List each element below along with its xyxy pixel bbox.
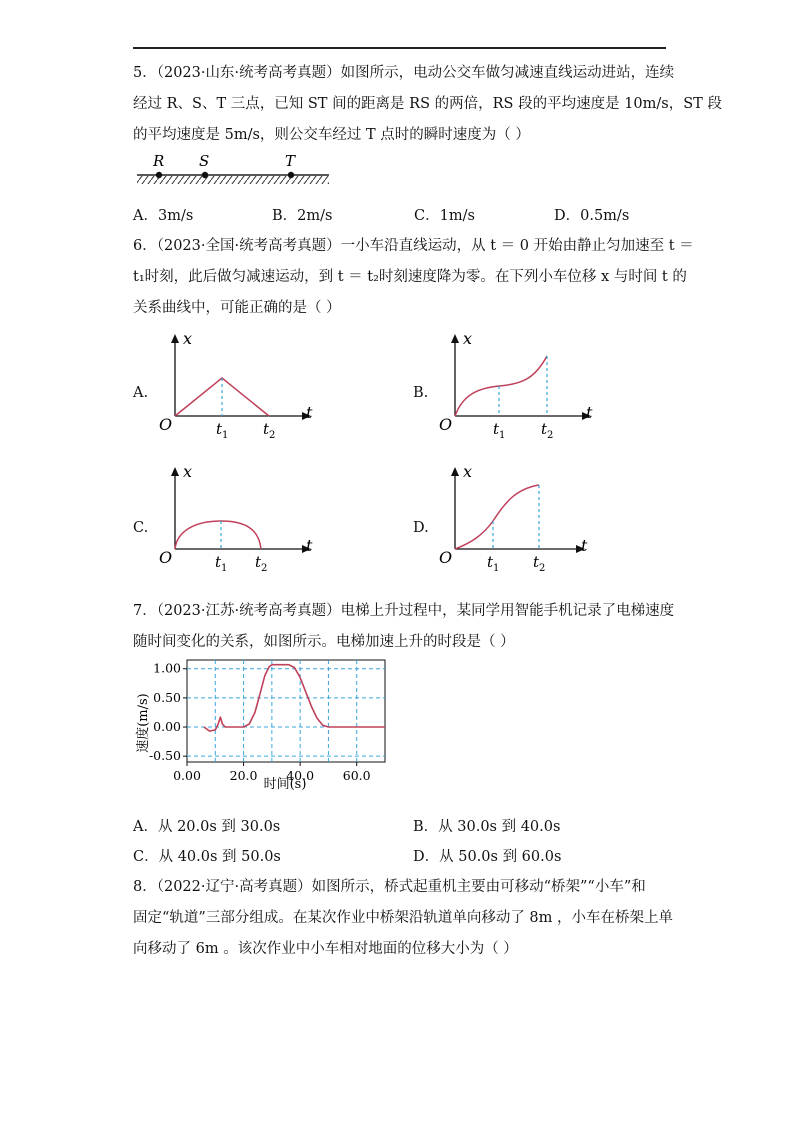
svg-text:t: t — [533, 553, 540, 571]
point-r — [156, 172, 162, 178]
svg-text:O: O — [159, 415, 173, 434]
svg-text:x: x — [183, 462, 193, 481]
q6-graph-c[interactable] — [155, 455, 325, 575]
q6-graph-d[interactable] — [435, 455, 605, 575]
q6-line-1: 6．（2023·全国·统考高考真题）一小车沿直线运动，从 t ＝ 0 开始由静止匀加速至 t ＝ — [133, 238, 694, 254]
q6-option-c-label[interactable]: C. — [133, 520, 149, 536]
q8-line-2: 固定“轨道”三部分组成。在某次作业中桥架沿轨道单向移动了 8m ，小车在桥架上单 — [133, 910, 674, 926]
svg-text:O: O — [159, 548, 173, 567]
q7-option-d[interactable]: D．从 50.0s 到 60.0s — [413, 849, 562, 865]
svg-text:2: 2 — [539, 563, 546, 574]
q5-line-3: 的平均速度是 5m/s，则公交车经过 T 点时的瞬时速度为（ ） — [133, 127, 530, 143]
q6-line-3: 关系曲线中，可能正确的是（ ） — [133, 300, 341, 316]
svg-text:x: x — [183, 329, 193, 348]
point-s — [202, 172, 208, 178]
svg-text:t: t — [586, 403, 593, 422]
q6-option-d-label[interactable]: D. — [413, 520, 429, 536]
q5-option-d[interactable]: D．0.5m/s — [554, 208, 630, 224]
x-tick-label: 60.0 — [342, 768, 371, 783]
q7-option-c[interactable]: C．从 40.0s 到 50.0s — [133, 849, 281, 865]
q7-line-1: 7．（2023·江苏·统考高考真题）电梯上升过程中，某同学用智能手机记录了电梯速度 — [133, 603, 675, 619]
q5-option-c[interactable]: C．1m/s — [414, 208, 475, 224]
svg-text:t: t — [581, 536, 588, 555]
label-s: S — [199, 152, 210, 170]
y-tick-label: 1.00 — [153, 660, 181, 676]
q5-line-1: 5．（2023·山东·统考高考真题）如图所示，电动公交车做匀减速直线运动进站，连续 — [133, 65, 675, 81]
svg-text:1: 1 — [493, 563, 500, 574]
x-tick-label: 0.00 — [173, 768, 201, 783]
svg-text:t: t — [306, 536, 313, 555]
q6-option-a-label[interactable]: A. — [133, 385, 149, 401]
q6-graph-a[interactable] — [155, 322, 325, 442]
q8-line-3: 向移动了 6m 。该次作业中小车相对地面的位移大小为（ ） — [133, 941, 518, 957]
svg-text:O: O — [439, 415, 453, 434]
q8-line-1: 8．（2022·辽宁·高考真题）如图所示，桥式起重机主要由可移动“桥架”“小车”和 — [133, 879, 646, 895]
top-rule — [133, 47, 666, 49]
q6-option-b-label[interactable]: B. — [413, 385, 429, 401]
q5-option-a[interactable]: A．3m/s — [133, 208, 194, 224]
svg-text:O: O — [439, 548, 453, 567]
y-tick-label: 0.00 — [153, 719, 181, 735]
q6-line-2: t₁时刻，此后做匀减速运动，到 t ＝ t₂时刻速度降为零。在下列小车位移 x 与时间 t 的 — [133, 269, 687, 285]
svg-text:t: t — [541, 420, 548, 438]
label-t: T — [285, 152, 296, 170]
svg-text:t: t — [263, 420, 270, 438]
plot-frame — [187, 660, 385, 762]
q5-line-2: 经过 R、S、T 三点，已知 ST 间的距离是 RS 的两倍，RS 段的平均速度是 10m/s，ST 段 — [133, 96, 722, 112]
svg-text:t: t — [306, 403, 313, 422]
svg-text:1: 1 — [499, 430, 506, 441]
x-axis-label: 时间(s) — [263, 777, 307, 792]
svg-text:1: 1 — [221, 563, 228, 574]
y-axis-label: 速度(m/s) — [136, 693, 151, 753]
svg-text:2: 2 — [547, 430, 554, 441]
q6-graph-b[interactable] — [435, 322, 605, 442]
q7-option-b[interactable]: B．从 30.0s 到 40.0s — [413, 819, 561, 835]
svg-text:t: t — [255, 553, 262, 571]
y-tick-label: -0.50 — [148, 748, 181, 764]
q7-option-a[interactable]: A．从 20.0s 到 30.0s — [133, 819, 281, 835]
svg-text:t: t — [493, 420, 500, 438]
svg-text:2: 2 — [269, 430, 276, 441]
svg-text:2: 2 — [261, 563, 268, 574]
q7-velocity-chart — [130, 655, 400, 805]
svg-text:t: t — [215, 553, 222, 571]
svg-text:1: 1 — [222, 430, 229, 441]
label-r: R — [153, 152, 165, 170]
y-tick-label: 0.50 — [153, 689, 181, 705]
q5-road-diagram — [133, 148, 333, 188]
x-tick-label: 40.0 — [286, 768, 315, 783]
x-tick-label: 20.0 — [229, 768, 258, 783]
q5-option-b[interactable]: B．2m/s — [272, 208, 333, 224]
svg-text:x: x — [463, 462, 473, 481]
svg-text:x: x — [463, 329, 473, 348]
point-t — [288, 172, 294, 178]
q7-line-2: 随时间变化的关系，如图所示。电梯加速上升的时段是（ ） — [133, 634, 515, 650]
svg-text:t: t — [216, 420, 223, 438]
svg-text:t: t — [487, 553, 494, 571]
